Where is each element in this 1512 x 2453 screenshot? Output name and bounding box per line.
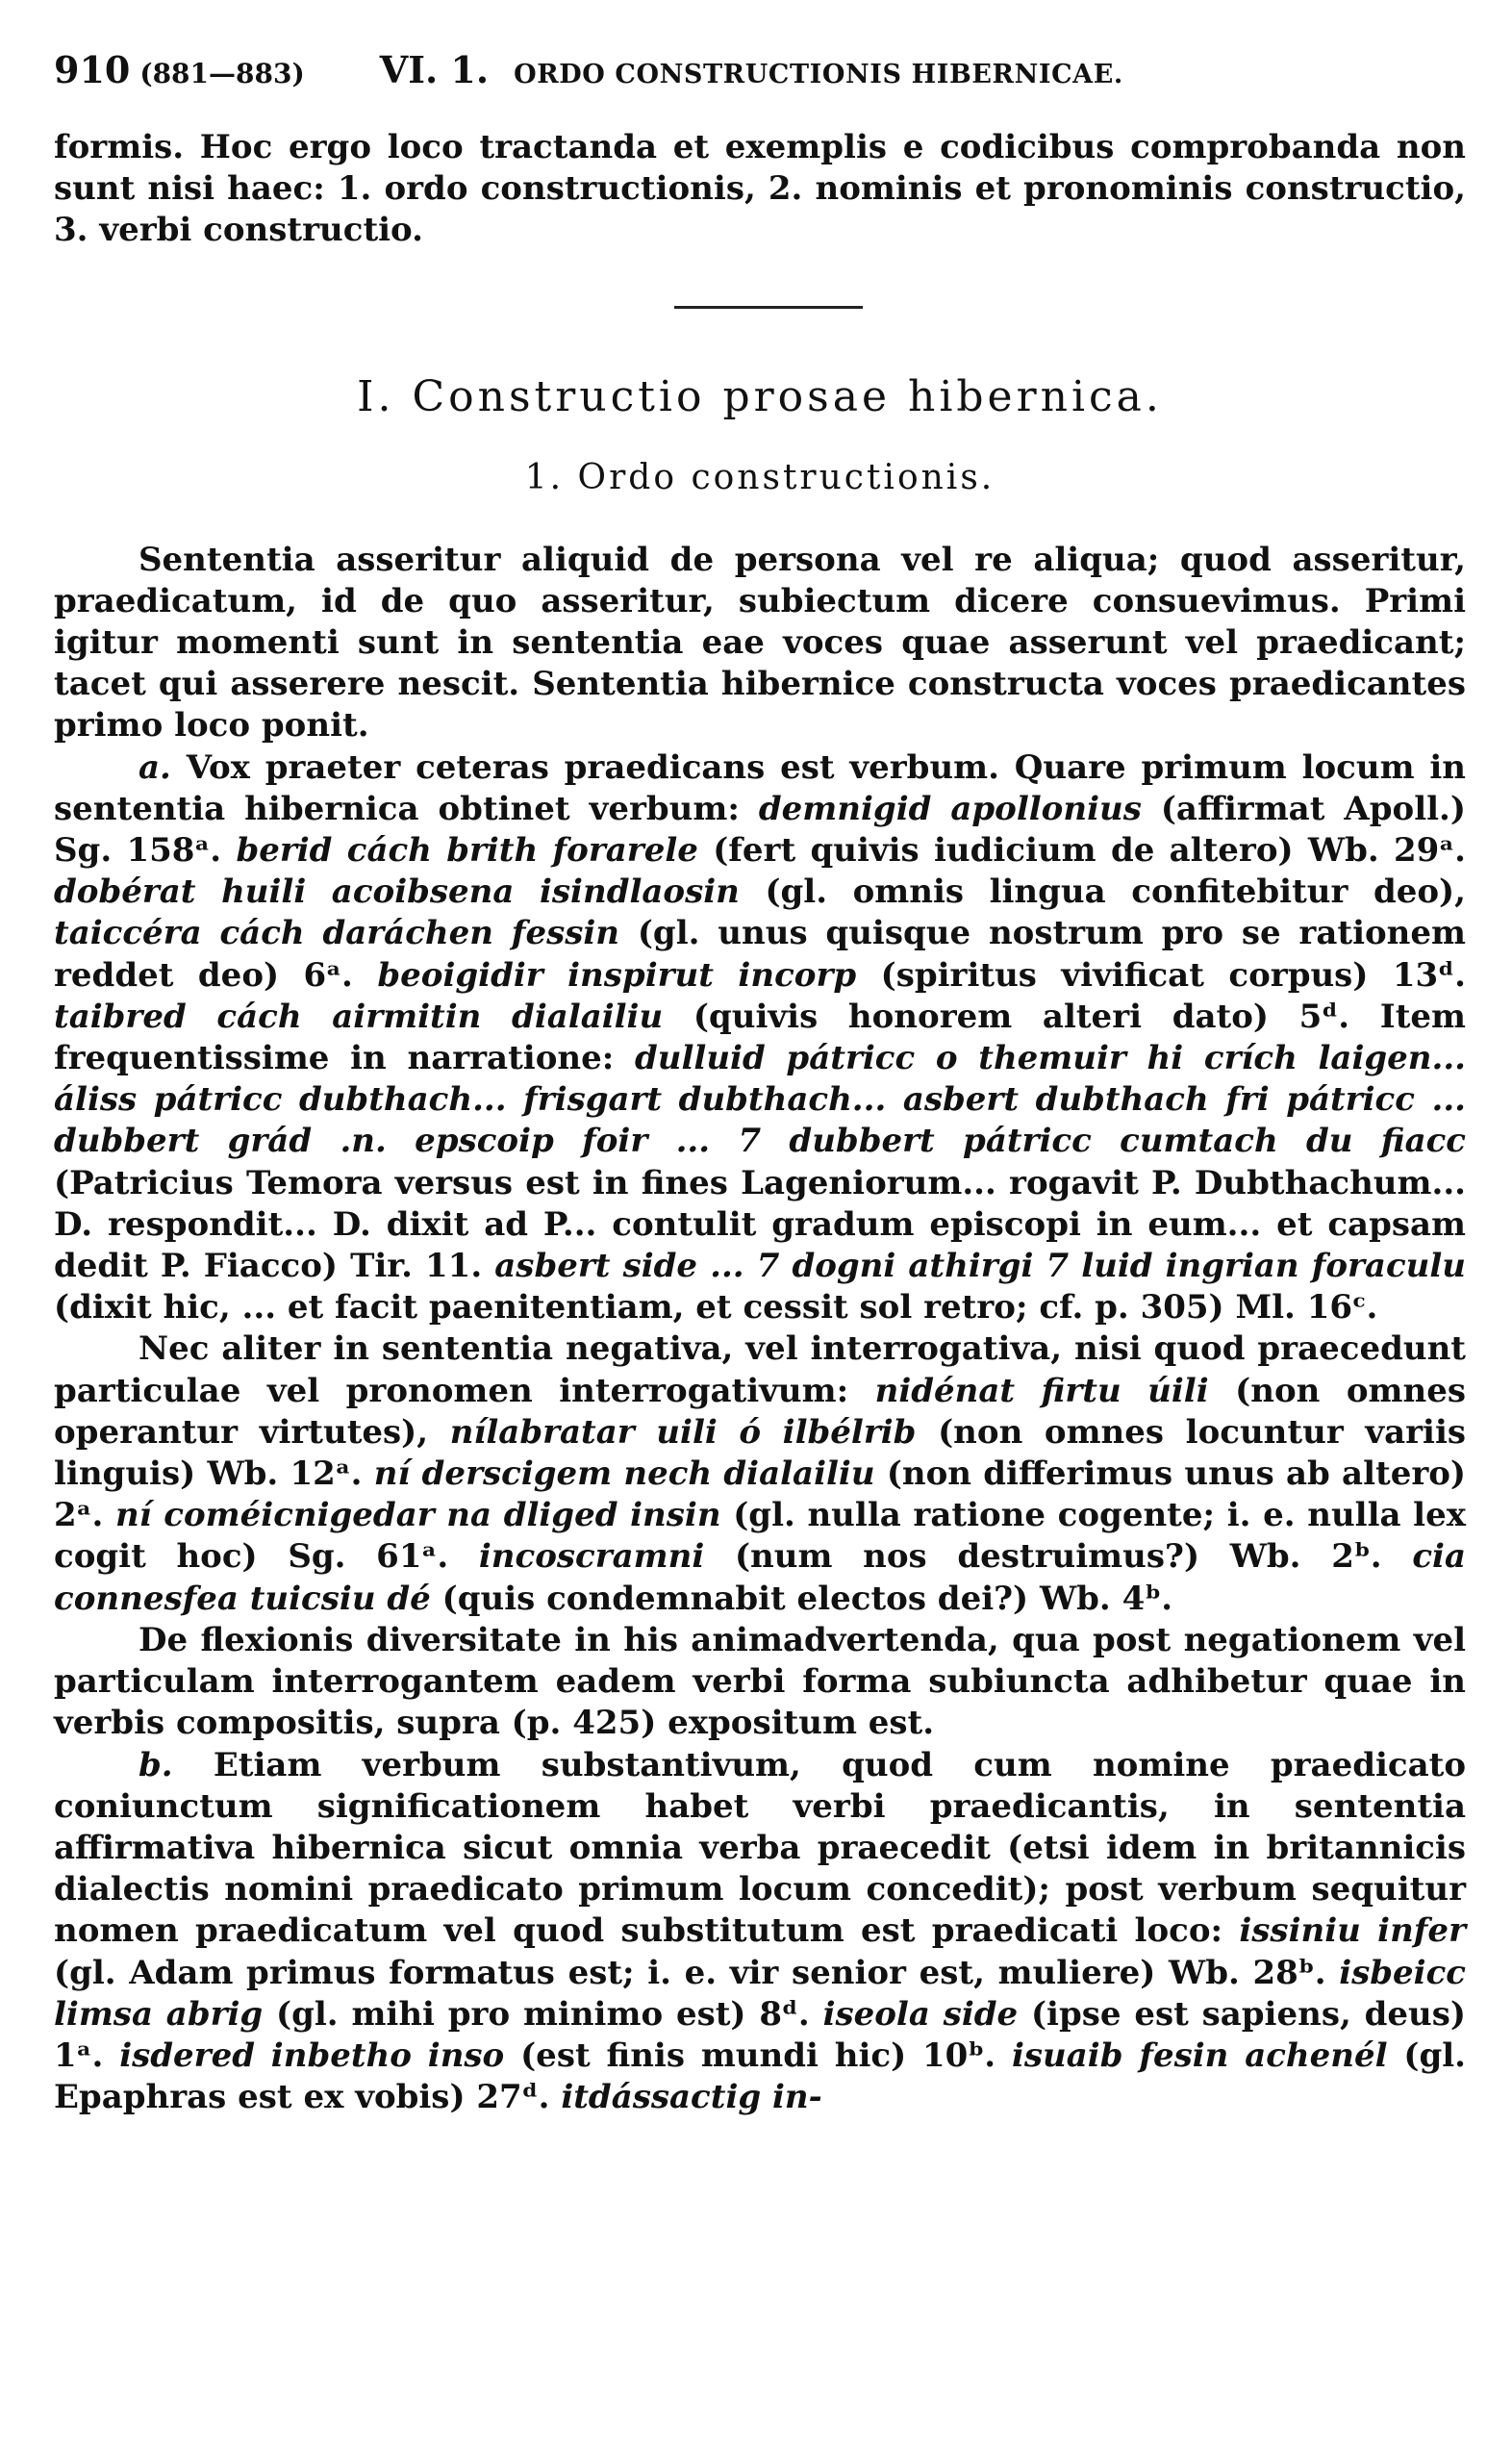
text-segment: (ipse est sapiens, deus) 1ᵃ. xyxy=(54,1994,1466,2075)
page-number: 910 xyxy=(54,48,131,91)
irish-example: isuaib fesin achenél xyxy=(1011,2036,1388,2075)
irish-example: ní derscigem nech dialailiu xyxy=(373,1454,875,1494)
subsection-heading: 1. Ordo constructionis. xyxy=(524,457,995,497)
chapter-label: VI. 1. xyxy=(379,48,490,91)
intro-paragraph: formis. Hoc ergo loco tractanda et exemplis e codicibus comprobanda non sunt nisi haec: 1. ordo constructionis, 2. nominis et pronominis constructio, 3. verbi constructio. xyxy=(54,128,1466,250)
irish-example: isbeicc limsa abrig xyxy=(54,1953,1466,2034)
text-segment: (gl. Adam primus formatus est; i. e. vir senior est, muliere) Wb. 28ᵇ. xyxy=(54,1953,1326,1992)
irish-example: taiccéra cách daráchen fessin xyxy=(54,914,619,953)
irish-example: taibred cách airmitin dialailiu xyxy=(54,997,664,1036)
text-segment: (num nos destruimus?) Wb. 2ᵇ. xyxy=(734,1537,1382,1577)
paragraph-label: a. xyxy=(139,747,171,787)
section-divider xyxy=(674,306,863,309)
text-segment: Etiam verbum substantivum, quod cum nomine praedicato coniunctum significationem habet verbi praedicantis, in sententia affirmativa hibernica sicut omnia verba praecedit (etsi idem in britannicis dialectis nomini praedicato primum locum concedit); post verbum sequitur nomen praedicatum vel quod substitutum est praedicati loco: xyxy=(54,1745,1467,1951)
paragraph-nec xyxy=(54,1328,1466,1619)
irish-example: nidénat firtu úili xyxy=(874,1371,1209,1410)
paragraph-a xyxy=(54,747,1466,1329)
irish-example: asbert side ... 7 dogni athirgi 7 luid ingrian foraculu xyxy=(494,1247,1466,1286)
text-segment: (est finis mundi hic) 10ᵇ. xyxy=(520,2036,996,2075)
paragraph-de-flexionis: De flexionis diversitate in his animadvertenda, qua post negationem vel particulam interrogantem eadem verbi forma subiuncta adhibetur quae in verbis compositis, supra (p. 425) expositum est. xyxy=(54,1620,1466,1743)
irish-example: berid cách brith forarele xyxy=(236,831,698,871)
text-segment: (gl. Epaphras est ex vobis) 27ᵈ. xyxy=(54,2036,1467,2117)
paragraph-b xyxy=(54,1745,1466,2119)
irish-example: itdássactig in- xyxy=(561,2078,822,2117)
text-segment: (gl. omnis lingua confitebitur deo), xyxy=(765,872,1466,912)
irish-example: isdered inbetho inso xyxy=(119,2036,505,2075)
text-segment: (quis condemnabit electos dei?) Wb. 4ᵇ. xyxy=(441,1579,1173,1618)
text-segment: (affirmat Apoll.) Sg. 158ᵃ. xyxy=(54,789,1466,871)
irish-example: issiniu infer xyxy=(1239,1911,1466,1951)
irish-example: dulluid pátricc o themuir hi crích laigen... áliss pátricc dubthach... frisgart dubthach... asbert dubthach fri pátricc ... dubbert grád .n. epscoip foir ... 7 dubbert pátricc cumtach du fiacc xyxy=(54,1039,1467,1161)
irish-example: demnigid apollonius xyxy=(758,789,1142,828)
text-segment: Nec aliter in sententia negativa, vel interrogativa, nisi quod praecedunt particulae vel pronomen interrogativum: xyxy=(54,1329,1466,1410)
text-segment: (gl. mihi pro minimo est) 8ᵈ. xyxy=(276,1994,810,2034)
section-heading: I. Constructio prosae hibernica. xyxy=(357,371,1163,421)
irish-example: dobérat huili acoibsena isindlaosin xyxy=(54,872,740,912)
text-segment: Vox praeter ceteras praedicans est verbum. Quare primum locum in sententia hibernica obtinet verbum: xyxy=(54,747,1467,828)
running-head xyxy=(54,48,1466,98)
text-segment: (gl. nulla ratione cogente; i. e. nulla lex cogit hoc) Sg. 61ᵃ. xyxy=(54,1496,1466,1577)
text-segment: (fert quivis iudicium de altero) Wb. 29ᵃ. xyxy=(713,831,1467,871)
text-segment: (dixit hic, ... et facit paenitentiam, et cessit sol retro; cf. p. 305) Ml. 16ᶜ. xyxy=(54,1288,1378,1328)
paragraph-label: b. xyxy=(139,1745,173,1784)
page-range: (881—883) xyxy=(139,58,305,89)
text-segment: (non omnes operantur virtutes), xyxy=(54,1371,1466,1452)
irish-example: beoigidir inspirut incorp xyxy=(377,955,857,995)
running-title: ORDO CONSTRUCTIONIS HIBERNICAE. xyxy=(514,60,1123,89)
text-segment: (non differimus unus ab altero) 2ᵃ. xyxy=(54,1454,1467,1535)
text-segment: (gl. unus quisque nostrum pro se rationem reddet deo) 6ᵃ. xyxy=(54,914,1467,995)
text-segment: (spiritus vivificat corpus) 13ᵈ. xyxy=(880,955,1466,995)
text-segment: (quivis honorem alteri dato) 5ᵈ. Item frequentissime in narratione: xyxy=(54,997,1467,1078)
irish-example: iseola side xyxy=(822,1994,1019,2034)
paragraph-sententia: Sententia asseritur aliquid de persona vel re aliqua; quod asseritur, praedicatum, id de quo asseritur, subiectum dicere consuevimus. Primi igitur momenti sunt in sententia eae voces quae asserunt vel praedicant; tacet qui asserere nescit. Sententia hibernice constructa voces praedicantes primo loco ponit. xyxy=(54,540,1466,746)
irish-example: incoscramni xyxy=(478,1537,705,1577)
irish-example: ní coméicnigedar na dliged insin xyxy=(115,1496,721,1535)
irish-example: cia connesfea tuicsiu dé xyxy=(54,1537,1466,1618)
text-segment: (non omnes locuntur variis linguis) Wb. 12ᵃ. xyxy=(54,1412,1467,1494)
irish-example: nílabratar uili ó ilbélrib xyxy=(449,1412,917,1452)
text-segment: (Patricius Temora versus est in fines Lageniorum... rogavit P. Dubthachum... D. respondit... D. dixit ad P... contulit gradum episcopi in eum... et capsam dedit P. Fiacco) Tir. 11. xyxy=(54,1163,1466,1286)
